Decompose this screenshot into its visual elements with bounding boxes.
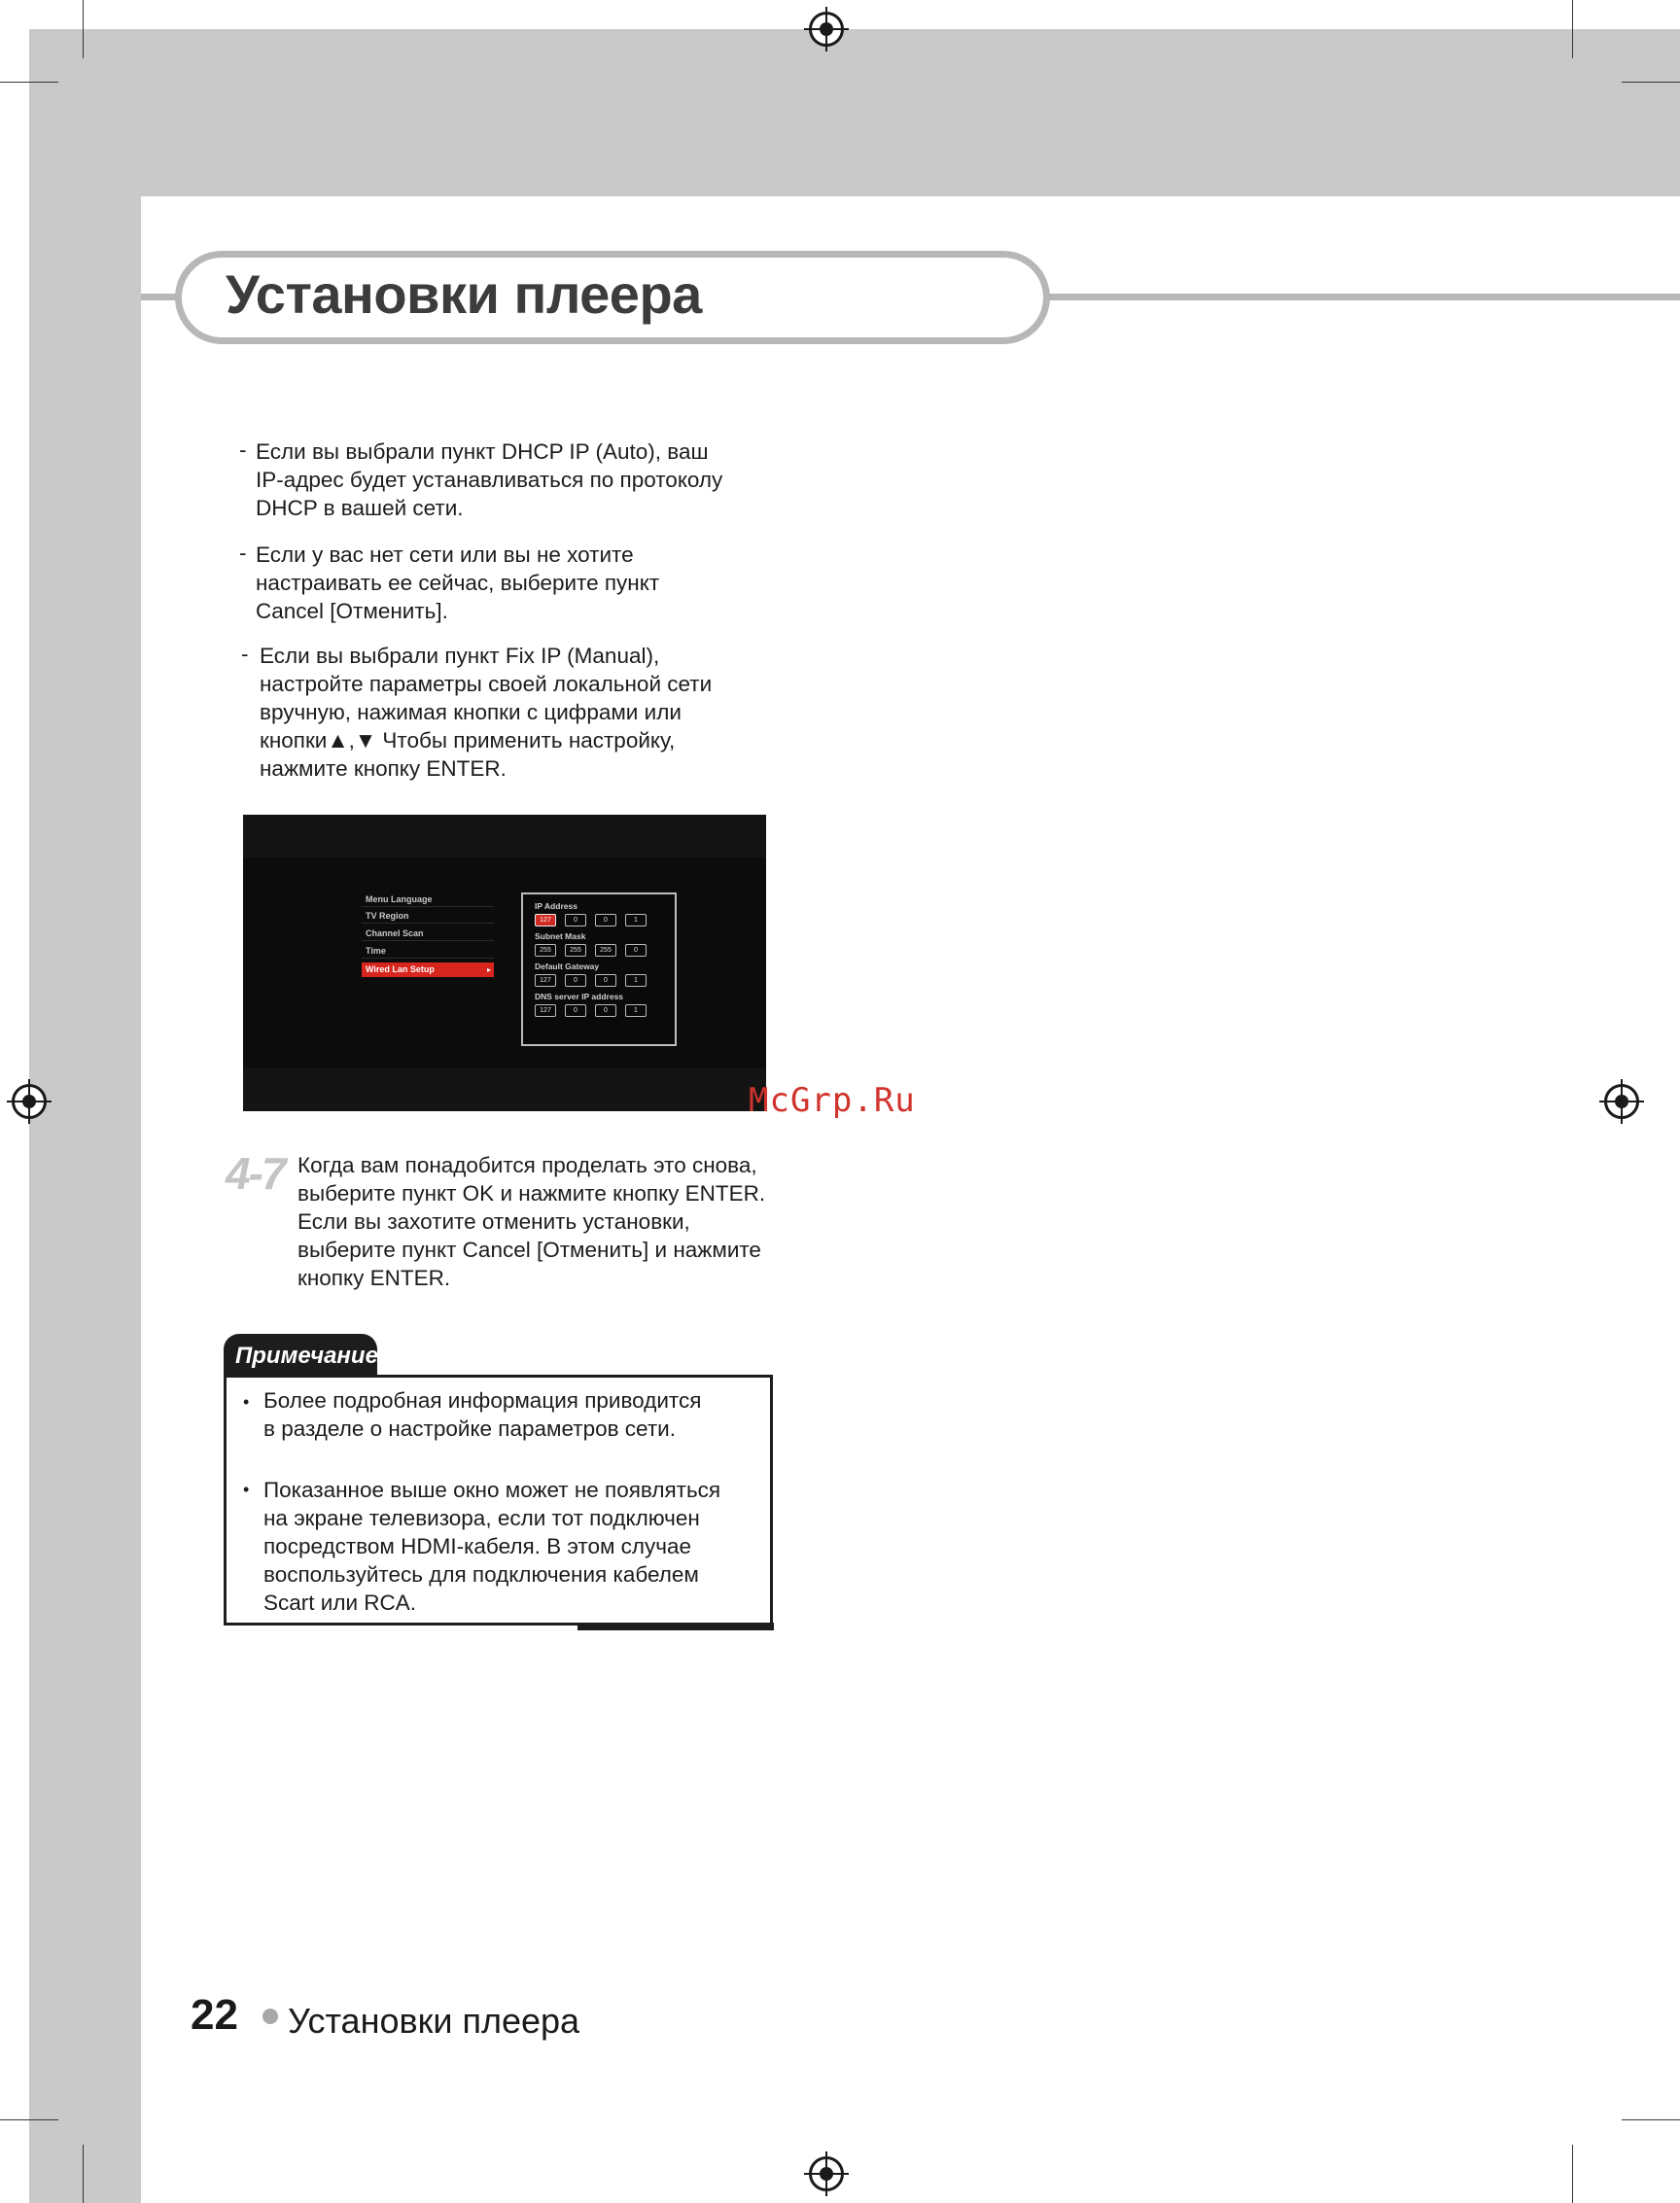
step-number: 4-7 [226, 1148, 285, 1199]
note-line: Более подробная информация приводится [263, 1388, 702, 1413]
dns-server-octet-3[interactable]: 0 [595, 1004, 616, 1017]
default-gateway-label: Default Gateway [535, 962, 600, 971]
bullet-icon: • [243, 1392, 250, 1412]
instruction-line: настройте параметры своей локальной сети [260, 672, 713, 696]
bullet-icon: • [243, 1480, 250, 1499]
instruction-line: Если вы выбрали пункт DHCP IP (Auto), ваш [256, 439, 709, 464]
instruction-line: Если вы выбрали пункт Fix IP (Manual), [260, 644, 660, 668]
crop-mark [1622, 82, 1680, 83]
note-line: Показанное выше окно может не появляться [263, 1478, 721, 1502]
registration-mark-icon [1604, 1084, 1639, 1119]
note-box-foot-bar [578, 1623, 774, 1630]
tv-bottom-strip [243, 1068, 766, 1111]
tv-menu-item-tv-region[interactable]: TV Region [362, 909, 494, 924]
tv-network-panel [521, 892, 677, 1046]
page-title: Установки плеера [226, 263, 702, 325]
instruction-line: вручную, нажимая кнопки с цифрами или [260, 700, 682, 724]
watermark: McGrp.Ru [749, 1081, 916, 1120]
tv-menu-item-channel-scan[interactable]: Channel Scan [362, 927, 494, 941]
page-number: 22 [191, 1991, 238, 2039]
chevron-right-icon: ▸ [486, 965, 491, 974]
subnet-mask-label: Subnet Mask [535, 931, 586, 941]
registration-mark-icon [809, 12, 844, 47]
step-line: выберите пункт OK и нажмите кнопку ENTER. [298, 1181, 766, 1206]
footer-bullet-icon [262, 2009, 278, 2024]
step-line: Когда вам понадобится проделать это снова, [298, 1153, 757, 1177]
instruction-line: настраивать ее сейчас, выберите пункт [256, 571, 660, 595]
default-gateway-octet-4[interactable]: 1 [625, 974, 647, 987]
dns-server-octet-2[interactable]: 0 [565, 1004, 586, 1017]
tv-screenshot [243, 815, 766, 1111]
instruction-dash: - [241, 642, 249, 666]
instruction-line: IP-адрес будет устанавливаться по протоколу [256, 468, 723, 492]
tv-menu-item-time[interactable]: Time [362, 944, 494, 959]
crop-mark [1572, 2145, 1573, 2203]
subnet-mask-octet-2[interactable]: 255 [565, 944, 586, 957]
note-title: Примечание [235, 1343, 378, 1369]
dns-server-label: DNS server IP address [535, 992, 624, 1001]
crop-mark [83, 2145, 84, 2203]
instruction-dash: - [239, 541, 247, 565]
tv-menu-item-wired-lan-setup[interactable] [362, 962, 494, 977]
step-line: выберите пункт Cancel [Отменить] и нажмите [298, 1238, 761, 1262]
crop-mark [0, 82, 58, 83]
instruction-dash: - [239, 437, 247, 462]
note-line: воспользуйтесь для подключения кабелем [263, 1562, 699, 1587]
crop-mark [1622, 2119, 1680, 2120]
default-gateway-octet-3[interactable]: 0 [595, 974, 616, 987]
instruction-line: нажмите кнопку ENTER. [260, 756, 507, 781]
default-gateway-octet-2[interactable]: 0 [565, 974, 586, 987]
crop-mark [1572, 0, 1573, 58]
tv-menu-item-menu-language[interactable]: Menu Language [362, 892, 494, 907]
top-gray-band [29, 29, 1680, 196]
dns-server-octet-1[interactable]: 127 [535, 1004, 556, 1017]
tv-menu-item-label: Wired Lan Setup [366, 964, 435, 974]
ip-address-octet-3[interactable]: 0 [595, 914, 616, 927]
subnet-mask-octet-4[interactable]: 0 [625, 944, 647, 957]
dns-server-octet-4[interactable]: 1 [625, 1004, 647, 1017]
instruction-line: DHCP в вашей сети. [256, 496, 464, 520]
tv-top-strip [243, 815, 766, 857]
default-gateway-octet-1[interactable]: 127 [535, 974, 556, 987]
registration-mark-icon [809, 2156, 844, 2191]
step-line: Если вы захотите отменить установки, [298, 1209, 690, 1234]
ip-address-octet-4[interactable]: 1 [625, 914, 647, 927]
ip-address-label: IP Address [535, 901, 578, 911]
ip-address-octet-1[interactable]: 127 [535, 914, 556, 927]
instruction-line: кнопки▲,▼ Чтобы применить настройку, [260, 728, 676, 752]
subnet-mask-octet-1[interactable]: 255 [535, 944, 556, 957]
note-line: Scart или RCA. [263, 1591, 417, 1615]
subnet-mask-octet-3[interactable]: 255 [595, 944, 616, 957]
footer-section-title: Установки плеера [288, 2001, 580, 2041]
crop-mark [0, 2119, 58, 2120]
instruction-line: Если у вас нет сети или вы не хотите [256, 542, 634, 567]
note-line: на экране телевизора, если тот подключен [263, 1506, 700, 1530]
instruction-line: Cancel [Отменить]. [256, 599, 448, 623]
note-line: в разделе о настройке параметров сети. [263, 1416, 676, 1441]
crop-mark [83, 0, 84, 58]
ip-address-octet-2[interactable]: 0 [565, 914, 586, 927]
registration-mark-icon [12, 1084, 47, 1119]
note-line: посредством HDMI-кабеля. В этом случае [263, 1534, 692, 1558]
step-line: кнопку ENTER. [298, 1266, 451, 1290]
left-gray-band [29, 29, 141, 2203]
